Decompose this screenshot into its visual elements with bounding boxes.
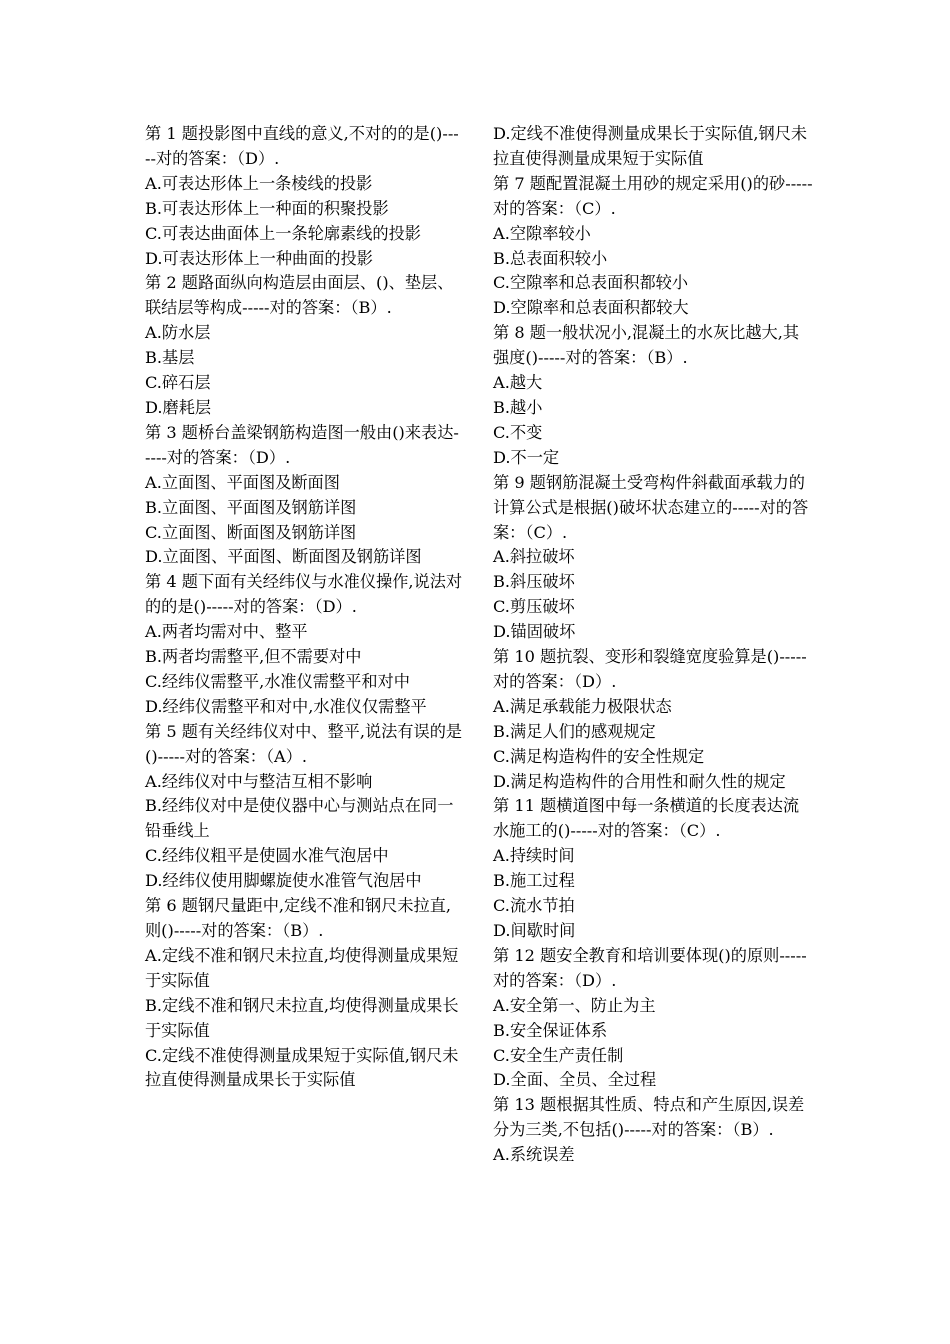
question-7-stem: 第 7 题配置混凝土用砂的规定采用()的砂-----对的答案：（C）. <box>493 173 813 218</box>
question-11-option-a: A.持续时间 <box>493 846 575 866</box>
question-12-stem: 第 12 题安全教育和培训要体现()的原则-----对的答案：（D）. <box>493 945 807 990</box>
question-9-option-b: B.斜压破坏 <box>493 572 575 592</box>
question-2-option-d: D.磨耗层 <box>145 397 212 417</box>
question-1-option-c: C.可表达曲面体上一条轮廓素线的投影 <box>145 223 421 243</box>
question-5-option-b: B.经纬仪对中是使仪器中心与测站点在同一铅垂线上 <box>145 796 454 841</box>
question-4-option-c: C.经纬仪需整平,水准仪需整平和对中 <box>145 671 410 691</box>
question-10-option-d: D.满足构造构件的合用性和耐久性的规定 <box>493 771 786 791</box>
question-1-option-d: D.可表达形体上一种曲面的投影 <box>145 248 373 268</box>
question-11-option-c: C.流水节拍 <box>493 896 575 916</box>
question-3-option-c: C.立面图、断面图及钢筋详图 <box>145 522 357 542</box>
question-1-stem: 第 1 题投影图中直线的意义,不对的的是()-----对的答案：（D）. <box>145 124 459 168</box>
question-2-option-c: C.碎石层 <box>145 373 211 393</box>
question-2-option-b: B.基层 <box>145 348 195 368</box>
question-5-option-c: C.经纬仪粗平是使圆水准气泡居中 <box>145 846 389 866</box>
question-6-option-b: B.定线不准和钢尺未拉直,均使得测量成果长于实际值 <box>145 995 459 1040</box>
question-8-option-a: A.越大 <box>493 373 543 393</box>
question-11-stem: 第 11 题横道图中每一条横道的长度表达流水施工的()-----对的答案：（C）. <box>493 796 800 841</box>
question-5-option-a: A.经纬仪对中与整洁互相不影响 <box>145 771 373 791</box>
question-9-option-a: A.斜拉破坏 <box>493 547 575 567</box>
right-text-column <box>493 122 815 1168</box>
question-5-option-d: D.经纬仪使用脚螺旋使水准管气泡居中 <box>145 871 422 891</box>
question-8-option-c: C.不变 <box>493 422 543 442</box>
question-11-option-d: D.间歇时间 <box>493 921 576 940</box>
question-6-option-d: D.定线不准使得测量成果长于实际值,钢尺未拉直使得测量成果短于实际值 <box>493 124 808 168</box>
question-10-option-c: C.满足构造构件的安全性规定 <box>493 746 705 766</box>
question-12-option-c: C.安全生产责任制 <box>493 1045 624 1065</box>
question-9-stem: 第 9 题钢筋混凝土受弯构件斜截面承载力的计算公式是根据()破坏状态建立的-----对的答案：（C）. <box>493 472 809 542</box>
question-13-stem: 第 13 题根据其性质、特点和产生原因,误差分为三类,不包括()-----对的答案：（B）. <box>493 1095 805 1140</box>
question-8-option-b: B.越小 <box>493 397 543 417</box>
question-6-option-c: C.定线不准使得测量成果短于实际值,钢尺未拉直使得测量成果长于实际值 <box>145 1045 459 1090</box>
left-text-column <box>145 122 463 1093</box>
question-2-stem: 第 2 题路面纵向构造层由面层、()、垫层、联结层等构成-----对的答案：（B）. <box>145 273 454 318</box>
question-3-option-a: A.立面图、平面图及断面图 <box>145 472 340 492</box>
question-6-option-a: A.定线不准和钢尺未拉直,均使得测量成果短于实际值 <box>145 945 459 990</box>
question-4-stem: 第 4 题下面有关经纬仪与水准仪操作,说法对的的是()-----对的答案：（D）. <box>145 572 463 617</box>
question-3-option-d: D.立面图、平面图、断面图及钢筋详图 <box>145 547 422 567</box>
question-9-option-c: C.剪压破坏 <box>493 597 575 617</box>
question-3-option-b: B.立面图、平面图及钢筋详图 <box>145 497 357 517</box>
question-9-option-d: D.锚固破坏 <box>493 622 576 642</box>
question-7-option-a: A.空隙率较小 <box>493 223 591 243</box>
question-10-stem: 第 10 题抗裂、变形和裂缝宽度验算是()-----对的答案：（D）. <box>493 647 807 691</box>
question-7-option-b: B.总表面积较小 <box>493 248 608 268</box>
question-5-stem: 第 5 题有关经纬仪对中、整平,说法有误的是()-----对的答案：（A）. <box>145 721 463 766</box>
question-8-option-d: D.不一定 <box>493 447 560 467</box>
question-11-option-b: B.施工过程 <box>493 871 575 891</box>
question-4-option-d: D.经纬仪需整平和对中,水准仪仅需整平 <box>145 696 427 716</box>
question-1-option-b: B.可表达形体上一种面的积聚投影 <box>145 198 389 218</box>
question-10-option-a: A.满足承载能力极限状态 <box>493 696 672 716</box>
question-4-option-a: A.两者均需对中、整平 <box>145 622 308 642</box>
question-3-stem: 第 3 题桥台盖梁钢筋构造图一般由()来表达-----对的答案：（D）. <box>145 422 459 467</box>
question-12-option-a: A.安全第一、防止为主 <box>493 995 656 1015</box>
question-4-option-b: B.两者均需整平,但不需要对中 <box>145 647 362 667</box>
question-12-option-d: D.全面、全员、全过程 <box>493 1070 657 1090</box>
question-10-option-b: B.满足人们的感观规定 <box>493 721 656 741</box>
question-7-option-d: D.空隙率和总表面积都较大 <box>493 298 689 318</box>
question-8-stem: 第 8 题一般状况小,混凝土的水灰比越大,其强度()-----对的答案：（B）. <box>493 323 800 368</box>
question-6-stem: 第 6 题钢尺量距中,定线不准和钢尺未拉直,则()-----对的答案：（B）. <box>145 896 452 940</box>
question-2-option-a: A.防水层 <box>145 323 211 343</box>
question-12-option-b: B.安全保证体系 <box>493 1020 608 1040</box>
question-1-option-a: A.可表达形体上一条棱线的投影 <box>145 173 373 193</box>
question-13-option-a: A.系统误差 <box>493 1145 575 1165</box>
question-7-option-c: C.空隙率和总表面积都较小 <box>493 273 689 293</box>
